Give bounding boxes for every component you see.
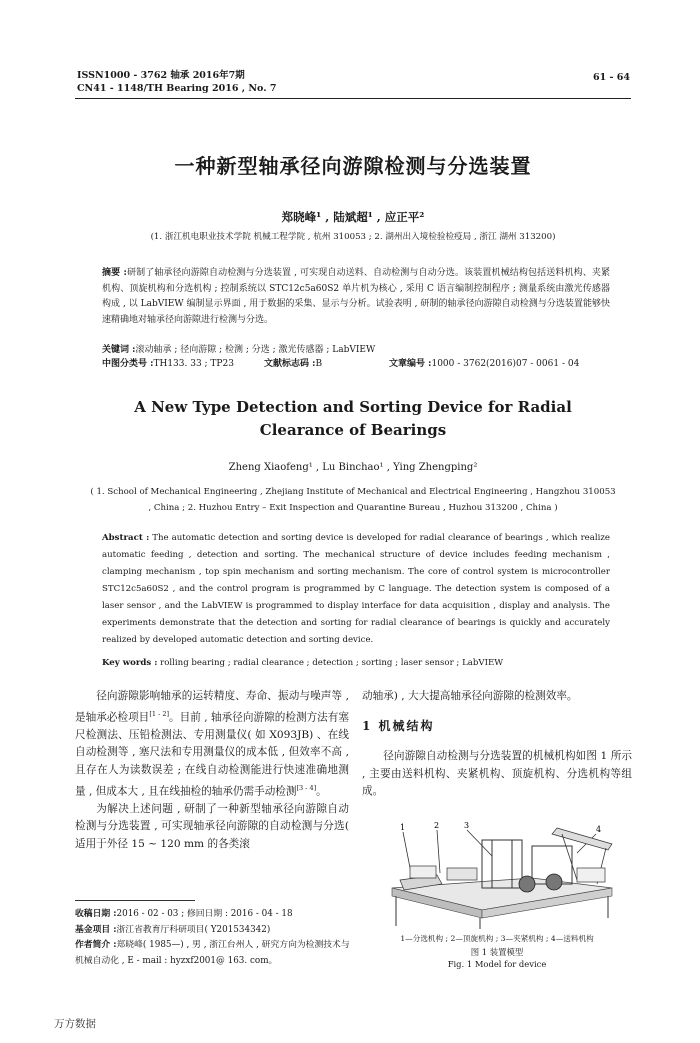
citation-3-4: [3 - 4] <box>296 783 317 792</box>
doc-code-value: B <box>315 359 323 369</box>
cn-keywords <box>102 343 610 357</box>
figure-caption-cn: 图 1 装置模型 <box>470 947 524 957</box>
figure-caption-en: Fig. 1 Model for device <box>447 959 547 969</box>
body-right-continuation: 动轴承) , 大大提高轴承径向游隙的检测效率。 <box>362 690 578 702</box>
footnote-received: 收稿日期 :2016 - 02 - 03 ; 修回日期 : 2016 - 04 - 18 <box>75 909 293 919</box>
figure-callout-4: 4 <box>596 825 602 834</box>
journal-issn-line: ISSN1000 - 3762 轴承 2016年7期 <box>77 70 245 81</box>
journal-cn-line: CN41 - 1148/TH Bearing 2016 , No. 7 <box>77 83 277 94</box>
clc-label: 中图分类号 : <box>102 359 154 369</box>
figure-callout-1: 1 <box>400 823 406 832</box>
device-model-figure <box>382 818 622 930</box>
header-rule <box>75 98 631 99</box>
footnote-rule <box>75 900 195 901</box>
article-no-value: 1000 - 3762(2016)07 - 0061 - 04 <box>431 359 580 369</box>
figure-legend: 1—分选机构 ; 2—顶旋机构 ; 3—夹紧机构 ; 4—送料机构 <box>400 934 594 943</box>
cn-authors: 郑晓峰¹ , 陆斌超¹ , 应正平² <box>281 210 425 224</box>
body-paragraph-1: 径向游隙影响轴承的运转精度、寿命、振动与噪声等 , 是轴承必检项目[1 - 2]。目前 , 轴承径向游隙的检测方法有塞尺检测法、压铅检测法、专用测量仪( 如 X093JB) 、在线自动检测等 , 塞尺法和专用测量仪的成本低 , 但效率不高 , 且存在人为读数误差 ; 在线自动检测能进行快速准确地测量 , 但成本大 , 且在线抽检的轴承仍需手动检测[3 - 4]。 <box>75 690 350 798</box>
doc-code-label: 文献标志码 : <box>264 359 316 369</box>
en-abstract-label: Abstract : <box>102 533 150 543</box>
cn-affiliation: (1. 浙江机电职业技术学院 机械工程学院 , 杭州 310053 ; 2. 湖州出入境检验检疫局 , 浙江 湖州 313200) <box>150 232 556 242</box>
article-no-label: 文章编号 : <box>389 359 432 369</box>
en-title: A New Type Detection and Sorting Device for Radial Clearance of Bearings <box>134 398 572 439</box>
body-paragraph-2: 为解决上述问题 , 研制了一种新型轴承径向游隙自动检测与分选装置 , 可实现轴承径向游隙的自动检测与分选( 适用于外径 15 ~ 120 mm 的各类滚 <box>75 802 349 850</box>
body-right-column <box>362 748 632 801</box>
figure-callout-3: 3 <box>464 821 470 830</box>
page-range: 61 - 64 <box>593 72 630 83</box>
watermark-footer: 万方数据 <box>54 1018 96 1030</box>
en-affiliation: ( 1. School of Mechanical Engineering , Zhejiang Institute of Mechanical and Electrical Engineering , Hangzhou 310053 , China ; 2. Huzhou Entry – Exit Inspection and Quarantine Bureau , Huzhou 313200 , China ) <box>90 487 616 513</box>
figure-callout-2: 2 <box>434 821 440 830</box>
journal-header <box>77 69 276 95</box>
body-paragraph-3: 径向游隙自动检测与分选装置的机械机构如图 1 所示 , 主要由送料机构、夹紧机构、顶旋机构、分选机构等组成。 <box>362 750 632 798</box>
clc-value: TH133. 33 ; TP23 <box>153 359 234 369</box>
section-heading: 1 机械结构 <box>362 719 435 733</box>
body-left-column <box>75 688 349 853</box>
en-keywords <box>102 656 610 670</box>
citation-1-2: [1 - 2] <box>149 709 170 718</box>
en-abstract <box>102 530 610 649</box>
en-keywords-text: rolling bearing ; radial clearance ; detection ; sorting ; laser sensor ; LabVIEW <box>160 658 504 668</box>
footnote-fund: 基金项目 :浙江省教育厅科研项目( Y201534342) <box>75 924 271 935</box>
en-abstract-text: The automatic detection and sorting device is developed for radial clearance of bearings , which realize automatic feeding , detection and sorting. The mechanical structure of device includes feeding mechanism , clamping mechanism , top spin mechanism and sorting mechanism. The core of control system is microcontroller STC12c5a60S2 , and the control program is programmed by C language. The detection system is composed of a laser sensor , and the LabVIEW is programmed to display interface for data acquisition , display and analysis. The experiments demonstrate that the detection and sorting for radial clearance of bearings is quickly and accurately realized by developed automatic detection and sorting device. <box>102 533 611 645</box>
cn-abstract <box>102 266 610 328</box>
cn-classification <box>102 357 610 371</box>
footnote <box>75 907 355 969</box>
en-keywords-label: Key words : <box>102 658 158 668</box>
cn-keywords-label: 关键词 : <box>102 345 136 355</box>
cn-abstract-text: 研制了轴承径向游隙自动检测与分选装置 , 可实现自动送料、自动检测与自动分选。该装置机械结构包括送料机构、夹紧机构、顶旋机构和分选机构 ; 控制系统以 STC12c5a60S2 单片机为核心 , 采用 C 语言编制控制程序 ; 测量系统由激光传感器构成 , 以 LabVIEW 编制显示界面 , 用于数据的采集、显示与分析。试验表明 , 研制的轴承径向游隙自动检测与分选装置能够快速精确地对轴承径向游隙进行检测与分选。 <box>102 268 610 325</box>
footnote-author: 作者简介 :郑晓峰( 1985—) , 男 , 浙江台州人 , 研究方向为检测技术与机械自动化 , E - mail : hyzxf2001@ 163. com。 <box>75 940 350 966</box>
cn-keywords-text: 滚动轴承 ; 径向游隙 ; 检测 ; 分选 ; 激光传感器 ; LabVIEW <box>135 345 376 355</box>
cn-title: 一种新型轴承径向游隙检测与分选装置 <box>174 154 532 178</box>
cn-abstract-label: 摘要 : <box>102 268 127 278</box>
en-authors: Zheng Xiaofeng¹ , Lu Binchao¹ , Ying Zhengping² <box>228 462 478 473</box>
